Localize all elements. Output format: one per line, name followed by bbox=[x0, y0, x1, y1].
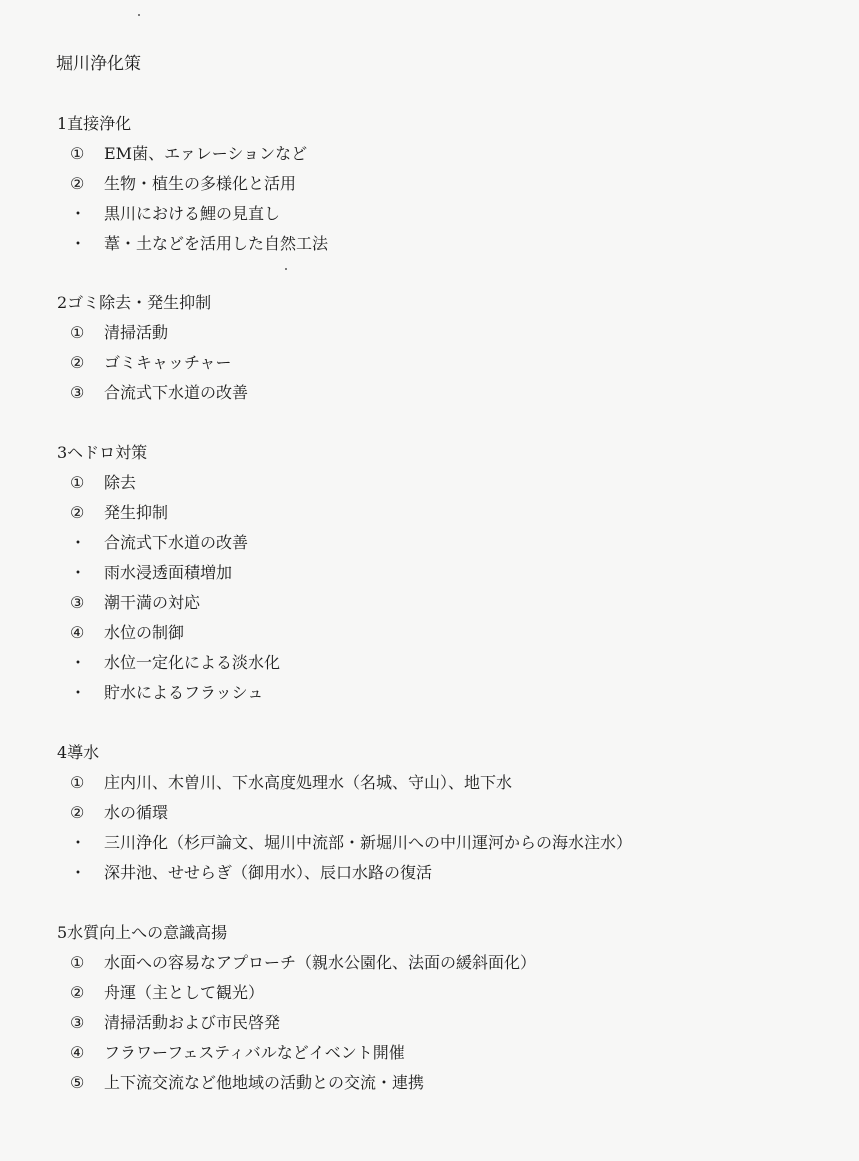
item-text: 生物・植生の多様化と活用 bbox=[104, 174, 297, 193]
scan-speck bbox=[138, 14, 140, 16]
item-marker: ① bbox=[70, 473, 85, 492]
item-marker: ② bbox=[70, 803, 85, 822]
item-marker: ④ bbox=[70, 623, 85, 642]
section-heading: 3ヘドロ対策 bbox=[57, 443, 148, 462]
item-marker: ① bbox=[70, 323, 85, 342]
item-text: 水位一定化による淡水化 bbox=[104, 653, 281, 672]
item-text: 合流式下水道の改善 bbox=[104, 533, 249, 552]
item-text: 舟運（主として観光） bbox=[104, 983, 265, 1002]
item-marker: ・ bbox=[70, 533, 87, 552]
list-item bbox=[70, 203, 280, 225]
list-item bbox=[70, 322, 168, 344]
item-text: 貯水によるフラッシュ bbox=[104, 683, 264, 702]
item-marker: ① bbox=[70, 144, 85, 163]
list-item bbox=[70, 652, 280, 674]
item-text: 清掃活動 bbox=[104, 323, 169, 342]
item-text: 除去 bbox=[104, 473, 137, 492]
list-item bbox=[70, 173, 296, 195]
item-marker: ③ bbox=[70, 383, 85, 402]
item-text: ゴミキャッチャー bbox=[104, 353, 232, 372]
item-marker: ④ bbox=[70, 1043, 85, 1062]
list-item bbox=[70, 382, 248, 404]
item-text: 清掃活動および市民啓発 bbox=[104, 1013, 281, 1032]
item-marker: ・ bbox=[70, 683, 87, 702]
item-marker: ③ bbox=[70, 1013, 85, 1032]
item-marker: ② bbox=[70, 353, 85, 372]
item-text: フラワーフェスティバルなどイベント開催 bbox=[104, 1043, 405, 1062]
list-item bbox=[70, 352, 232, 374]
list-item bbox=[70, 772, 512, 794]
list-item bbox=[70, 592, 200, 614]
item-text: EM菌、エァレーションなど bbox=[104, 144, 308, 163]
item-marker: ⑤ bbox=[70, 1073, 85, 1092]
item-marker: ② bbox=[70, 503, 85, 522]
list-item bbox=[70, 952, 536, 974]
list-item bbox=[70, 982, 264, 1004]
item-marker: ② bbox=[70, 983, 85, 1002]
list-item bbox=[70, 143, 307, 165]
item-marker: ・ bbox=[70, 863, 87, 882]
item-text: 上下流交流など他地域の活動との交流・連携 bbox=[104, 1073, 425, 1092]
list-item bbox=[70, 472, 136, 494]
item-marker: ・ bbox=[70, 204, 87, 223]
list-item bbox=[70, 562, 232, 584]
list-item bbox=[70, 622, 184, 644]
item-text: 潮干満の対応 bbox=[104, 593, 201, 612]
item-text: 水面への容易なアプローチ（親水公園化、法面の緩斜面化） bbox=[104, 953, 537, 972]
list-item bbox=[70, 532, 248, 554]
list-item bbox=[70, 1072, 424, 1094]
item-text: 黒川における鯉の見直し bbox=[104, 204, 281, 223]
item-text: 水の循環 bbox=[104, 803, 169, 822]
list-item bbox=[70, 1012, 280, 1034]
list-item bbox=[70, 802, 168, 824]
item-text: 庄内川、木曽川、下水高度処理水（名城、守山）、地下水 bbox=[104, 773, 513, 792]
item-text: 葦・土などを活用した自然工法 bbox=[104, 234, 329, 253]
list-item bbox=[70, 832, 632, 854]
item-marker: ・ bbox=[70, 234, 87, 253]
scan-speck bbox=[285, 268, 287, 270]
item-marker: ② bbox=[70, 174, 85, 193]
item-text: 深井池、せせらぎ（御用水）、辰口水路の復活 bbox=[104, 863, 433, 882]
item-text: 三川浄化（杉戸論文、堀川中流部・新堀川への中川運河からの海水注水） bbox=[104, 833, 633, 852]
item-text: 水位の制御 bbox=[104, 623, 185, 642]
item-marker: ① bbox=[70, 773, 85, 792]
document-title: 堀川浄化策 bbox=[56, 54, 141, 74]
section-heading: 5水質向上への意識高揚 bbox=[57, 923, 228, 942]
item-text: 発生抑制 bbox=[104, 503, 169, 522]
section-heading: 4導水 bbox=[57, 743, 100, 762]
item-text: 雨水浸透面積増加 bbox=[104, 563, 233, 582]
item-marker: ③ bbox=[70, 593, 85, 612]
item-text: 合流式下水道の改善 bbox=[104, 383, 249, 402]
section-heading: 2ゴミ除去・発生抑制 bbox=[57, 293, 212, 312]
list-item bbox=[70, 233, 328, 255]
item-marker: ① bbox=[70, 953, 85, 972]
item-marker: ・ bbox=[70, 653, 87, 672]
list-item bbox=[70, 682, 263, 704]
item-marker: ・ bbox=[70, 563, 87, 582]
list-item bbox=[70, 862, 432, 884]
item-marker: ・ bbox=[70, 833, 87, 852]
section-heading: 1直接浄化 bbox=[57, 114, 132, 133]
list-item bbox=[70, 1042, 405, 1064]
list-item bbox=[70, 502, 168, 524]
